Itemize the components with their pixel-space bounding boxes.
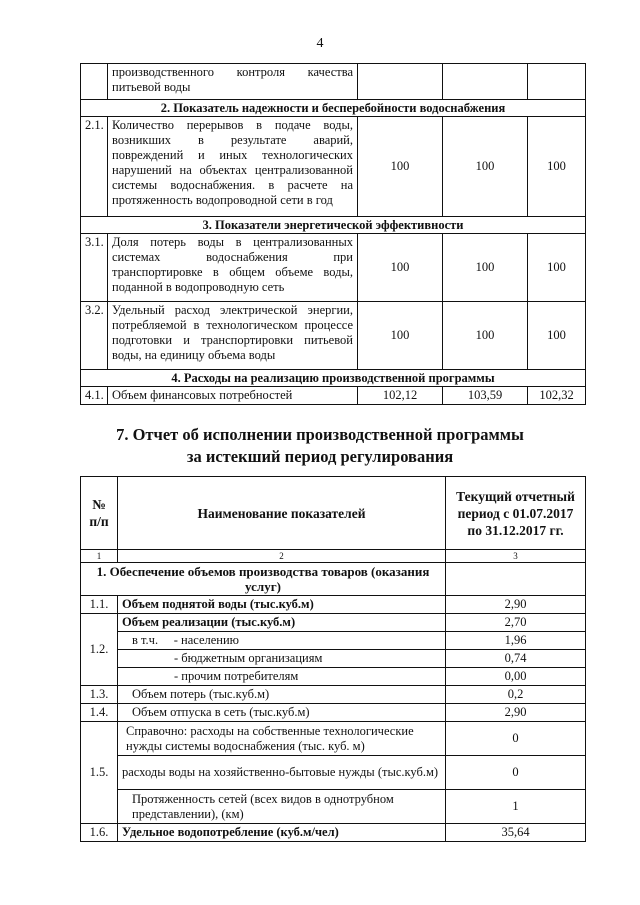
- row-number: 1.5.: [81, 722, 118, 824]
- text-cell: производственного контроля качества питьевой воды: [108, 64, 358, 100]
- value-cell: 103,59: [443, 387, 528, 405]
- row-number: 3.1.: [81, 234, 108, 302]
- value-cell: 0,00: [446, 668, 586, 686]
- table-row: [81, 824, 586, 842]
- table-row: [81, 234, 586, 302]
- section-row: [81, 100, 586, 117]
- value-cell: 35,64: [446, 824, 586, 842]
- table-row: [81, 790, 586, 824]
- table-row: [81, 756, 586, 790]
- value-cell: 2,90: [446, 704, 586, 722]
- section-title-2: 2. Показатель надежности и бесперебойности водоснабжения: [81, 100, 586, 117]
- row-text: Количество перерывов в подаче воды, возникших в результате аварий, повреждений и иных технологических нарушений на объектах централизованной системы водоснабжения. в расчете на протяженность водопроводной сети в год: [108, 117, 358, 217]
- row-text: - бюджетным организациям: [118, 650, 446, 668]
- table-row: [81, 704, 586, 722]
- section-row: [81, 563, 586, 596]
- value-cell: 100: [528, 117, 586, 217]
- heading-line-1: 7. Отчет об исполнении производственной программы: [116, 425, 524, 444]
- row-text: Объем отпуска в сеть (тыс.куб.м): [118, 704, 446, 722]
- section-row: [81, 217, 586, 234]
- table-row: [81, 650, 586, 668]
- row-number: 4.1.: [81, 387, 108, 405]
- value-cell: 100: [358, 234, 443, 302]
- row-text: - населению: [173, 633, 239, 647]
- row-number: 1.3.: [81, 686, 118, 704]
- table-row: [81, 668, 586, 686]
- row-text: Удельный расход электрической энергии, потребляемой в технологическом процессе подготовки и транспортировки питьевой воды, на единицу объема воды: [108, 302, 358, 370]
- value-cell: 102,12: [358, 387, 443, 405]
- row-text: Объем финансовых потребностей: [108, 387, 358, 405]
- row-text: Объем реализации (тыс.куб.м): [118, 614, 446, 632]
- index-cell: 2: [118, 550, 446, 563]
- value-cell: 0: [446, 756, 586, 790]
- section-title-4: 4. Расходы на реализацию производственной программы: [81, 370, 586, 387]
- header-row: [81, 477, 586, 550]
- row-number: 1.2.: [81, 614, 118, 686]
- row-text: Протяженность сетей (всех видов в однотрубном представлении), (км): [118, 790, 446, 824]
- value-cell: 0,2: [446, 686, 586, 704]
- row-text: расходы воды на хозяйственно-бытовые нужды (тыс.куб.м): [118, 756, 446, 790]
- value-cell: 100: [358, 117, 443, 217]
- row-text: Удельное водопотребление (куб.м/чел): [118, 824, 446, 842]
- value-cell: 102,32: [528, 387, 586, 405]
- heading-line-2: за истекший период регулирования: [186, 447, 454, 466]
- value-cell: 100: [528, 234, 586, 302]
- indicators-table: [80, 63, 586, 405]
- value-cell: 100: [358, 302, 443, 370]
- value-cell: 100: [443, 302, 528, 370]
- header-period: Текущий отчетный период с 01.07.2017 по 31.12.2017 гг.: [446, 477, 586, 550]
- report-table: [80, 476, 586, 842]
- row-text: - прочим потребителям: [118, 668, 446, 686]
- table-row: [81, 64, 586, 100]
- report-heading: [0, 424, 640, 468]
- row-text: Справочно: расходы на собственные технологические нужды системы водоснабжения (тыс. куб. м): [118, 722, 446, 756]
- table-row: [81, 596, 586, 614]
- index-row: [81, 550, 586, 563]
- table-row: [81, 387, 586, 405]
- row-prefix: в т.ч.: [132, 633, 159, 647]
- value-cell: 2,90: [446, 596, 586, 614]
- row-number: 1.1.: [81, 596, 118, 614]
- value-cell: 2,70: [446, 614, 586, 632]
- value-cell: 1,96: [446, 632, 586, 650]
- value-cell: 1: [446, 790, 586, 824]
- value-cell: 0: [446, 722, 586, 756]
- section-title-3: 3. Показатели энергетической эффективности: [81, 217, 586, 234]
- table-row: [81, 632, 586, 650]
- table-row: [81, 686, 586, 704]
- row-text: Объем потерь (тыс.куб.м): [118, 686, 446, 704]
- table-row: [81, 117, 586, 217]
- row-number: 2.1.: [81, 117, 108, 217]
- row-number: 1.6.: [81, 824, 118, 842]
- page-number: 4: [316, 36, 324, 51]
- section-row: [81, 370, 586, 387]
- value-cell: 100: [443, 117, 528, 217]
- header-name: Наименование показателей: [118, 477, 446, 550]
- value-cell: 0,74: [446, 650, 586, 668]
- num-cell: [81, 64, 108, 100]
- table-row: [81, 614, 586, 632]
- table-row: [81, 302, 586, 370]
- row-number: 3.2.: [81, 302, 108, 370]
- value-cell: 100: [443, 234, 528, 302]
- table-row: [81, 722, 586, 756]
- index-cell: 1: [81, 550, 118, 563]
- row-text: Доля потерь воды в централизованных системах водоснабжения при транспортировке в общем объеме воды, поданной в водопроводную сеть: [108, 234, 358, 302]
- index-cell: 3: [446, 550, 586, 563]
- row-text: Объем поднятой воды (тыс.куб.м): [118, 596, 446, 614]
- row-number: 1.4.: [81, 704, 118, 722]
- value-cell: 100: [528, 302, 586, 370]
- section-title-1: 1. Обеспечение объемов производства товаров (оказания услуг): [81, 563, 446, 596]
- header-number: № п/п: [81, 477, 118, 550]
